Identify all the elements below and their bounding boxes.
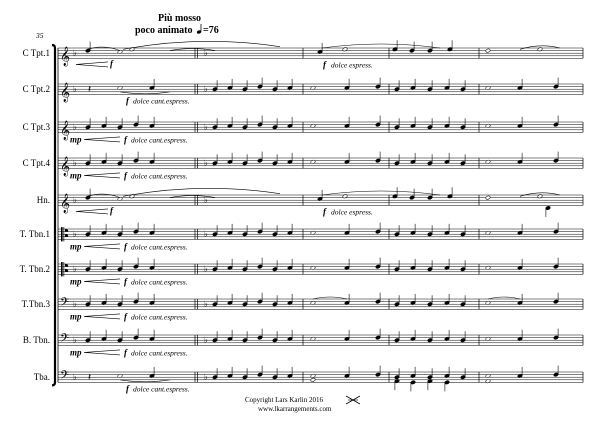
note-head: [537, 47, 542, 52]
note-head: [117, 331, 122, 342]
note-head: [444, 117, 449, 128]
note-head: [485, 374, 490, 379]
svg-text:𝄢: 𝄢: [60, 295, 70, 312]
note-head: [242, 260, 247, 271]
treble-clef-icon: [60, 120, 70, 140]
svg-text:𝄞: 𝄞: [60, 46, 71, 67]
note-head: [85, 154, 90, 165]
note-head: [149, 79, 154, 90]
note-head: [257, 293, 262, 304]
svg-text:𝄞: 𝄞: [60, 156, 71, 177]
note-head: [409, 189, 414, 200]
slur: [120, 380, 170, 382]
flat-icon: ♭: [73, 372, 77, 382]
note-head: [117, 118, 122, 129]
dynamic-f: f: [124, 170, 127, 181]
note-head: [427, 331, 432, 342]
slur: [120, 92, 170, 94]
note-head: [272, 331, 277, 342]
note-head: [427, 118, 432, 129]
note-head: [272, 118, 277, 129]
note-head: [485, 195, 490, 200]
note-head: [212, 331, 217, 342]
note-head: [485, 48, 490, 53]
note-head: [272, 260, 277, 271]
note-head: [444, 367, 449, 378]
note-head: [257, 258, 262, 269]
note-head: [410, 380, 415, 391]
note-head: [227, 224, 232, 235]
note-head: [272, 80, 277, 91]
flat-icon: ♭: [204, 158, 208, 168]
bass-clef-icon: [60, 296, 69, 312]
instrument-label: T. Tbn.2: [19, 264, 50, 275]
dynamic-mp: mp: [70, 276, 82, 287]
note-head: [85, 118, 90, 129]
instrument-label: C Tpt.3: [22, 122, 50, 133]
note-head: [212, 154, 217, 165]
expression-dolce-cant: dolce cant.espress.: [133, 384, 190, 394]
footer-website: www.lkarrangements.com: [258, 405, 332, 413]
note-head: [447, 40, 452, 51]
note-head: [85, 42, 90, 53]
note-head: [133, 152, 138, 163]
dynamic-mp: mp: [70, 134, 82, 145]
note-head: [342, 47, 347, 52]
note-head: [287, 117, 292, 128]
note-head: [344, 294, 349, 305]
note-head: [310, 266, 315, 271]
note-head: [212, 260, 217, 271]
note-head: [310, 160, 315, 165]
note-head: [227, 153, 232, 164]
note-head: [212, 118, 217, 129]
slur: [322, 44, 440, 48]
note-head: [344, 117, 349, 128]
note-head: [212, 80, 217, 91]
note-head: [517, 153, 522, 164]
note-head: [344, 153, 349, 164]
note-head: [394, 225, 399, 236]
note-head: [410, 224, 415, 235]
note-head: [257, 366, 262, 377]
slur: [322, 191, 440, 195]
note-head: [394, 260, 399, 271]
note-head: [394, 379, 399, 390]
note-head: [287, 79, 292, 90]
note-head: [553, 116, 558, 127]
note-head: [101, 224, 106, 235]
dynamic-f: f: [124, 241, 127, 252]
note-head: [410, 117, 415, 128]
note-head: [427, 225, 432, 236]
note-head: [272, 295, 277, 306]
note-head: [317, 43, 322, 54]
note-head: [133, 223, 138, 234]
note-head: [460, 295, 465, 306]
note-head: [272, 368, 277, 379]
note-head: [410, 330, 415, 341]
note-head: [227, 367, 232, 378]
note-head: [485, 266, 490, 271]
note-head: [344, 259, 349, 270]
slur: [170, 196, 215, 198]
dynamic-mp: mp: [70, 311, 82, 322]
note-head: [310, 337, 315, 342]
dynamic-f: f: [110, 58, 113, 69]
dynamic-f: f: [124, 276, 127, 287]
note-head: [149, 294, 154, 305]
note-head: [460, 225, 465, 236]
note-head: [287, 330, 292, 341]
note-head: [133, 329, 138, 340]
expression-dolce-cant: dolce cant.espress.: [131, 171, 188, 181]
note-head: [427, 379, 432, 390]
staff: [58, 84, 583, 94]
dynamic-f: f: [124, 134, 127, 145]
note-head: [227, 259, 232, 270]
svg-text:𝄢: 𝄢: [60, 331, 70, 348]
note-head: [227, 294, 232, 305]
note-head: [101, 259, 106, 270]
instrument-label: Hn.: [36, 195, 50, 206]
note-head: [537, 194, 542, 199]
note-head: [427, 80, 432, 91]
expression-dolce-cant: dolce cant.espress.: [131, 277, 188, 287]
expression-dolce-cant: dolce cant.espress.: [131, 135, 188, 145]
note-head: [149, 224, 154, 235]
instrument-label: C Tpt.1: [22, 48, 50, 59]
crescendo-hairpin: [84, 350, 120, 355]
flat-icon: ♭: [204, 48, 208, 58]
note-head: [117, 154, 122, 165]
expression-dolce-cant: dolce cant.espress.: [131, 312, 188, 322]
note-head: [410, 153, 415, 164]
note-head: [517, 259, 522, 270]
note-head: [101, 117, 106, 128]
dynamic-f: f: [126, 383, 129, 394]
note-head: [212, 368, 217, 379]
flat-icon: ♭: [204, 299, 208, 309]
note-head: [553, 223, 558, 234]
note-head: [85, 260, 90, 271]
note-head: [394, 295, 399, 306]
note-head: [117, 295, 122, 306]
flat-icon: ♭: [73, 264, 77, 274]
note-head: [310, 374, 315, 379]
flat-icon: ♭: [204, 335, 208, 345]
slur: [488, 297, 520, 299]
expression-dolce-cant: dolce cant.espress.: [133, 96, 190, 106]
note-head: [394, 368, 399, 379]
note-head: [392, 187, 397, 198]
note-head: [444, 79, 449, 90]
note-head: [375, 152, 380, 163]
slur: [88, 194, 120, 198]
note-head: [85, 189, 90, 200]
note-head: [227, 79, 232, 90]
dynamic-f: f: [126, 95, 129, 106]
footer-copyright: Copyright Lars Karlin 2016: [245, 396, 323, 404]
note-head: [310, 378, 315, 383]
treble-clef-icon: [60, 46, 70, 66]
instrument-label: Tba.: [33, 372, 50, 383]
dynamic-mp: mp: [70, 241, 82, 252]
note-head: [485, 337, 490, 342]
note-head: [517, 294, 522, 305]
measure-number: 35: [36, 31, 44, 40]
note-head: [375, 366, 380, 377]
note-head: [460, 118, 465, 129]
staff: [58, 372, 583, 382]
note-head: [460, 368, 465, 379]
note-head: [257, 78, 262, 89]
note-head: [410, 259, 415, 270]
note-head: [85, 295, 90, 306]
note-head: [133, 116, 138, 127]
instrument-label: C Tpt.4: [22, 158, 50, 169]
note-head: [375, 116, 380, 127]
treble-clef-icon: [60, 82, 70, 102]
note-head: [375, 329, 380, 340]
note-head: [242, 295, 247, 306]
note-head: [310, 124, 315, 129]
note-head: [310, 301, 315, 306]
note-head: [427, 295, 432, 306]
flat-icon: ♭: [73, 158, 77, 168]
note-head: [242, 80, 247, 91]
dynamic-f: f: [110, 205, 113, 216]
note-head: [517, 117, 522, 128]
dynamic-mp: mp: [70, 347, 82, 358]
note-head: [517, 224, 522, 235]
tempo-line1: Più mosso: [158, 13, 202, 24]
svg-text:𝄞: 𝄞: [60, 82, 71, 103]
note-head: [427, 260, 432, 271]
note-head: [392, 40, 397, 51]
note-head: [342, 194, 347, 199]
note-head: [460, 260, 465, 271]
note-head: [553, 258, 558, 269]
flat-icon: ♭: [73, 229, 77, 239]
note-head: [375, 293, 380, 304]
note-head: [344, 79, 349, 90]
note-head: [447, 187, 452, 198]
flat-icon: ♭: [204, 264, 208, 274]
crescendo-hairpin: [84, 173, 120, 178]
dynamic-f: f: [323, 59, 326, 70]
system-bracket: [52, 45, 55, 385]
flat-icon: ♭: [204, 122, 208, 132]
svg-text:𝄢: 𝄢: [60, 368, 70, 385]
note-head: [485, 124, 490, 129]
note-head: [344, 367, 349, 378]
crescendo-hairpin: [76, 62, 108, 67]
crescendo-hairpin: [84, 244, 120, 249]
note-head: [117, 374, 122, 379]
note-head: [460, 80, 465, 91]
note-head: [427, 368, 432, 379]
note-head: [212, 225, 217, 236]
flat-icon: ♭: [204, 229, 208, 239]
note-head: [117, 260, 122, 271]
dynamic-f: f: [323, 206, 326, 217]
note-head: [117, 86, 122, 91]
svg-text:𝄞: 𝄞: [60, 120, 71, 141]
treble-clef-icon: [60, 193, 70, 213]
flat-icon: ♭: [73, 299, 77, 309]
bass-clef-icon: [60, 332, 69, 348]
tempo-metronome: =76: [203, 25, 219, 36]
note-head: [460, 154, 465, 165]
instrument-label: T. Tbn.1: [19, 229, 50, 240]
flat-icon: ♭: [73, 122, 77, 132]
instrument-label: C Tpt.2: [22, 84, 50, 95]
note-head: [227, 330, 232, 341]
note-head: [149, 153, 154, 164]
dynamic-f: f: [124, 311, 127, 322]
note-head: [227, 117, 232, 128]
instrument-label: T.Tbn.3: [21, 299, 50, 310]
signature-logo: [346, 396, 360, 404]
flat-icon: ♭: [73, 84, 77, 94]
bass-clef-icon: [60, 369, 69, 385]
note-head: [149, 367, 154, 378]
flat-icon: ♭: [73, 48, 77, 58]
note-head: [101, 294, 106, 305]
note-head: [242, 368, 247, 379]
flat-icon: ♭: [204, 372, 208, 382]
note-head: [553, 366, 558, 377]
flat-icon: ♭: [73, 335, 77, 345]
expression-dolce-cant: dolce cant.espress.: [131, 242, 188, 252]
metronome-note-icon: [196, 24, 201, 34]
note-head: [410, 79, 415, 90]
note-head: [310, 86, 315, 91]
flat-icon: ♭: [204, 195, 208, 205]
slur: [313, 297, 347, 299]
svg-text:𝄞: 𝄞: [60, 193, 71, 214]
note-head: [272, 154, 277, 165]
note-head: [287, 294, 292, 305]
crescendo-hairpin: [84, 137, 120, 142]
note-head: [485, 301, 490, 306]
note-head: [287, 153, 292, 164]
note-head: [444, 224, 449, 235]
note-head: [444, 153, 449, 164]
note-head: [485, 86, 490, 91]
note-head: [133, 293, 138, 304]
note-head: [272, 225, 277, 236]
note-head: [394, 331, 399, 342]
note-head: [149, 117, 154, 128]
note-head: [344, 224, 349, 235]
note-head: [394, 154, 399, 165]
crescendo-hairpin: [76, 209, 108, 214]
slur: [88, 47, 120, 51]
instrument-label: B. Tbn.: [22, 335, 50, 346]
note-head: [85, 225, 90, 236]
note-head: [460, 331, 465, 342]
note-head: [344, 330, 349, 341]
crescendo-hairpin: [84, 279, 120, 284]
note-head: [242, 331, 247, 342]
note-head: [553, 329, 558, 340]
note-head: [394, 118, 399, 129]
note-head: [517, 367, 522, 378]
note-head: [101, 330, 106, 341]
note-head: [444, 259, 449, 270]
expression-dolce-espress: dolce espress.: [331, 207, 373, 217]
slur: [170, 49, 215, 51]
note-head: [553, 152, 558, 163]
note-head: [101, 153, 106, 164]
note-head: [310, 231, 315, 236]
note-head: [149, 259, 154, 270]
note-head: [410, 294, 415, 305]
note-head: [287, 224, 292, 235]
note-head: [545, 206, 550, 217]
note-head: [242, 225, 247, 236]
note-head: [394, 80, 399, 91]
note-head: [517, 330, 522, 341]
note-head: [133, 258, 138, 269]
note-head: [485, 379, 490, 384]
note-head: [257, 116, 262, 127]
expression-dolce-cant: dolce cant.espress.: [131, 348, 188, 358]
flat-icon: ♭: [204, 84, 208, 94]
treble-clef-icon: [60, 156, 70, 176]
note-head: [409, 42, 414, 53]
note-head: [444, 294, 449, 305]
note-head: [427, 154, 432, 165]
note-head: [149, 330, 154, 341]
note-head: [485, 231, 490, 236]
note-head: [212, 295, 217, 306]
crescendo-hairpin: [84, 314, 120, 319]
note-head: [375, 78, 380, 89]
note-head: [287, 367, 292, 378]
note-head: [317, 190, 322, 201]
dynamic-f: f: [124, 347, 127, 358]
quarter-rest-icon: 𝄽: [88, 83, 92, 95]
note-head: [242, 154, 247, 165]
note-head: [444, 330, 449, 341]
note-head: [287, 259, 292, 270]
note-head: [375, 223, 380, 234]
note-head: [257, 329, 262, 340]
note-head: [242, 118, 247, 129]
note-head: [117, 225, 122, 236]
note-head: [517, 79, 522, 90]
note-head: [257, 152, 262, 163]
note-head: [257, 223, 262, 234]
note-head: [553, 78, 558, 89]
note-head: [553, 293, 558, 304]
quarter-rest-icon: 𝄽: [88, 371, 92, 383]
note-head: [444, 380, 449, 391]
note-head: [410, 367, 415, 378]
expression-dolce-espress: dolce espress.: [331, 60, 373, 70]
note-head: [485, 160, 490, 165]
dynamic-mp: mp: [70, 170, 82, 181]
note-head: [85, 331, 90, 342]
note-head: [375, 258, 380, 269]
flat-icon: ♭: [73, 195, 77, 205]
tempo-line2: poco animato: [135, 25, 193, 36]
